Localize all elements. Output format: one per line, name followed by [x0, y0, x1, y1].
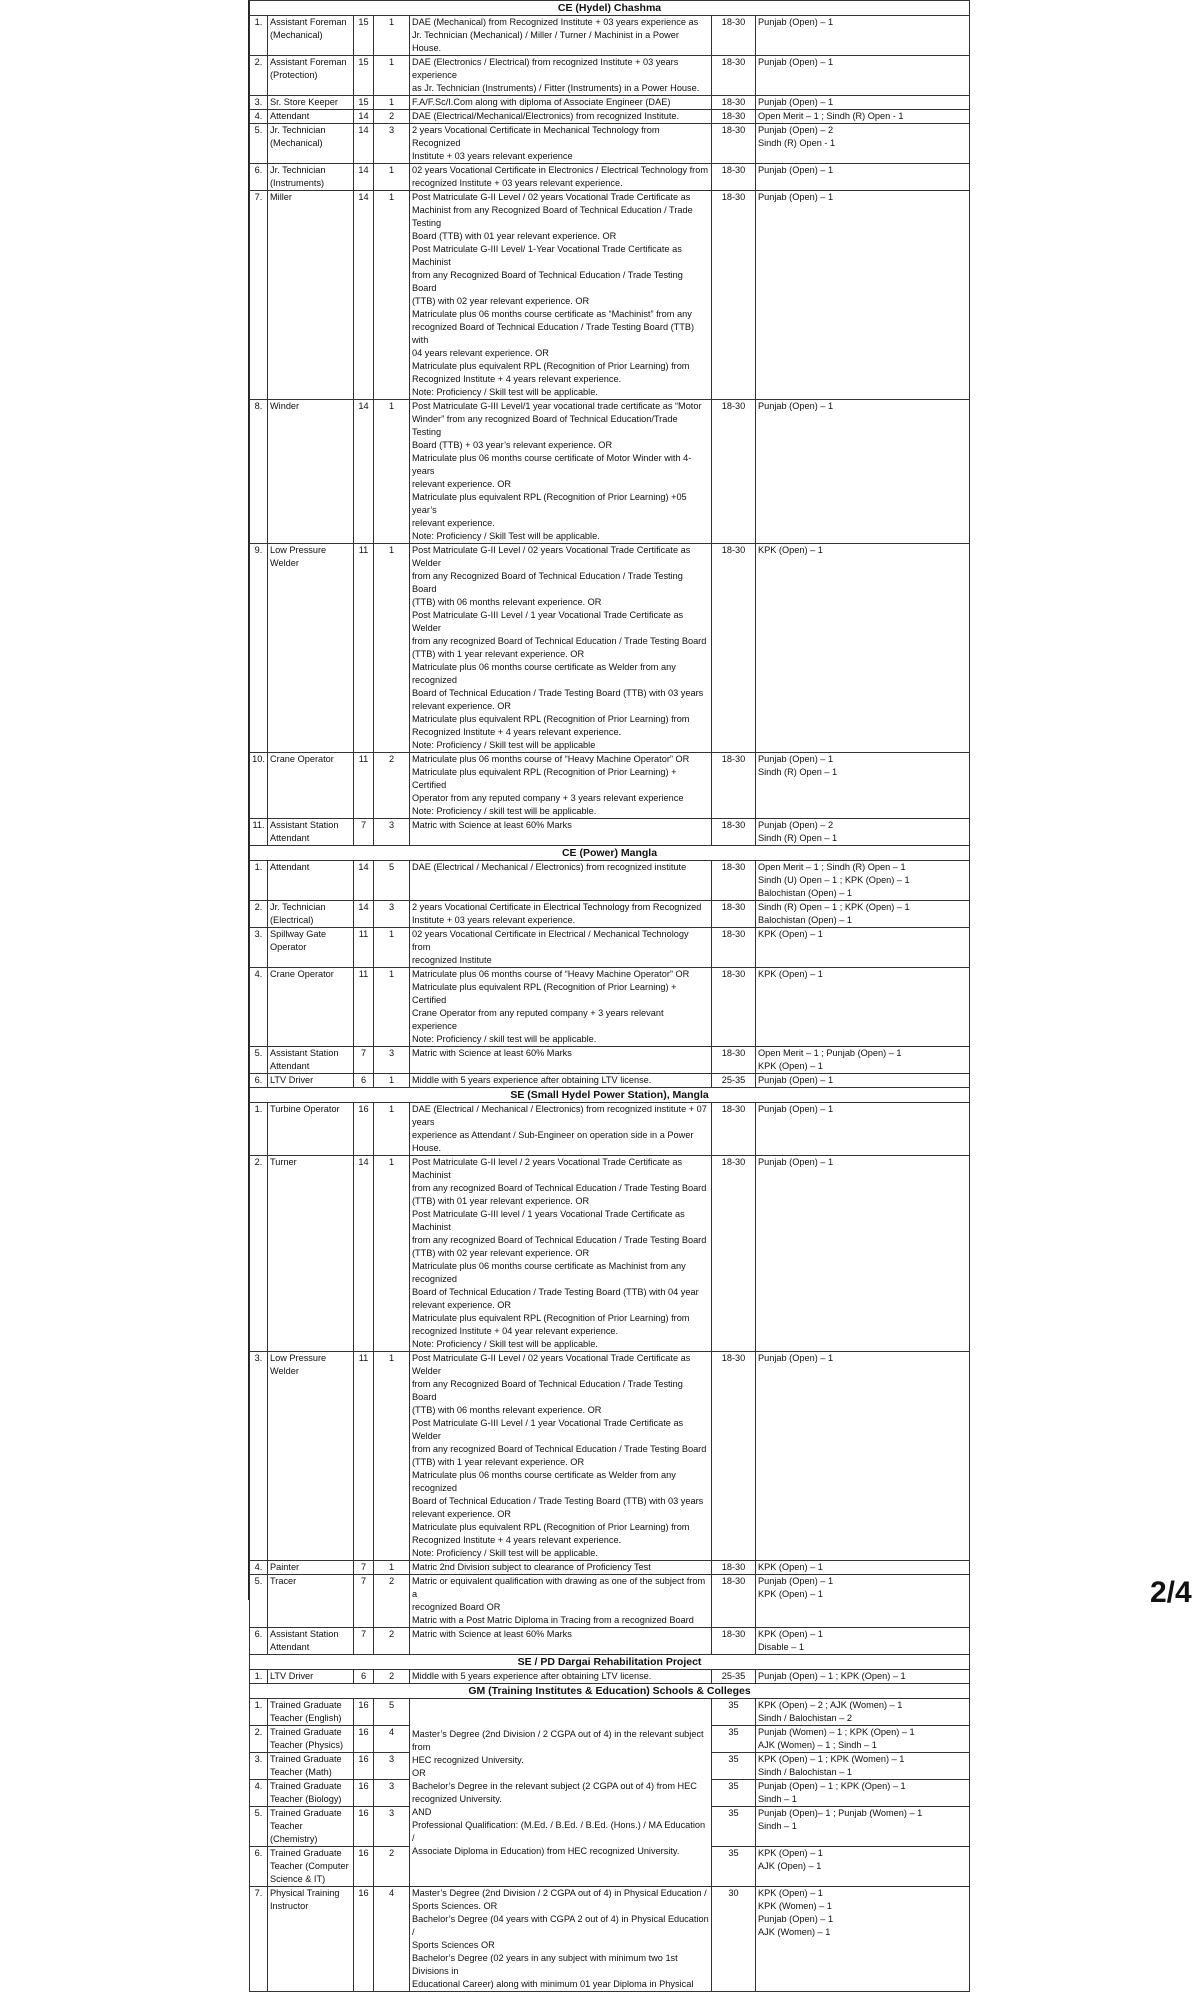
qualification: Master’s Degree (2nd Division / 2 CGPA out of 4) in Physical Education / Sports Sciences. OR Bachelor’s Degree (04 years with CGPA 2 out of 4) in Physical Education / Sports Sciences OR Bachelor’s Degree (02 years in any subject with minimum two 1st Divisions in Educational Career) along with minimum 01 year Diploma in Physical — [410, 1887, 712, 1992]
post-name: Jr. Technician (Instruments) — [268, 164, 354, 191]
bps-scale: 7 — [354, 1561, 374, 1575]
number-of-posts: 1 — [374, 1561, 410, 1575]
number-of-posts: 2 — [374, 1628, 410, 1655]
bps-scale: 16 — [354, 1847, 374, 1887]
quota: Sindh (R) Open – 1 ; KPK (Open) – 1 Balochistan (Open) – 1 — [756, 901, 970, 928]
section-title: CE (Power) Mangla — [250, 846, 970, 861]
quota: Punjab (Open) – 1 — [756, 191, 970, 400]
bps-scale: 14 — [354, 110, 374, 124]
age-limit: 35 — [712, 1726, 756, 1753]
quota: Punjab (Open) – 1 Sindh (R) Open – 1 — [756, 753, 970, 819]
serial-number: 4. — [250, 1561, 268, 1575]
number-of-posts: 1 — [374, 1352, 410, 1561]
bps-scale: 15 — [354, 96, 374, 110]
table-row — [250, 544, 970, 753]
number-of-posts: 1 — [374, 191, 410, 400]
post-name: Trained Graduate Teacher (Chemistry) — [268, 1807, 354, 1847]
bps-scale: 16 — [354, 1887, 374, 1992]
bps-scale: 14 — [354, 901, 374, 928]
table-row — [250, 56, 970, 96]
section-title: SE (Small Hydel Power Station), Mangla — [250, 1088, 970, 1103]
post-name: Turbine Operator — [268, 1103, 354, 1156]
bps-scale: 16 — [354, 1726, 374, 1753]
quota: KPK (Open) – 1 ; KPK (Women) – 1 Sindh / Balochistan – 1 — [756, 1753, 970, 1780]
qualification: Matriculate plus 06 months course of “Heavy Machine Operator” OR Matriculate plus equivalent RPL (Recognition of Prior Learning) + Certified Crane Operator from any reputed company + 3 years relevant experience Note: Proficiency / skill test will be applicable. — [410, 968, 712, 1047]
age-limit: 18-30 — [712, 819, 756, 846]
quota: Punjab (Open) – 1 — [756, 400, 970, 544]
quota: Open Merit – 1 ; Sindh (R) Open – 1 Sindh (U) Open – 1 ; KPK (Open) – 1 Balochistan (Open) – 1 — [756, 861, 970, 901]
quota: Punjab (Open) – 1 ; KPK (Open) – 1 — [756, 1670, 970, 1684]
serial-number: 5. — [250, 1807, 268, 1847]
bps-scale: 14 — [354, 191, 374, 400]
age-limit: 18-30 — [712, 96, 756, 110]
table-row — [250, 1575, 970, 1628]
number-of-posts: 3 — [374, 124, 410, 164]
serial-number: 7. — [250, 191, 268, 400]
quota: KPK (Open) – 1 — [756, 1561, 970, 1575]
table-row — [250, 96, 970, 110]
quota: KPK (Open) – 1 — [756, 928, 970, 968]
age-limit: 18-30 — [712, 1103, 756, 1156]
post-name: Jr. Technician (Electrical) — [268, 901, 354, 928]
bps-scale: 11 — [354, 968, 374, 1047]
quota: KPK (Open) – 2 ; AJK (Women) – 1 Sindh / Balochistan – 2 — [756, 1699, 970, 1726]
qualification: DAE (Electrical / Mechanical / Electronics) from recognized institute + 07 years experience as Attendant / Sub-Engineer on operation side in a Power House. — [410, 1103, 712, 1156]
table-row — [250, 968, 970, 1047]
post-name: Assistant Station Attendant — [268, 819, 354, 846]
post-name: Trained Graduate Teacher (Biology) — [268, 1780, 354, 1807]
number-of-posts: 2 — [374, 110, 410, 124]
bps-scale: 7 — [354, 1628, 374, 1655]
number-of-posts: 3 — [374, 1753, 410, 1780]
serial-number: 1. — [250, 1103, 268, 1156]
serial-number: 3. — [250, 1753, 268, 1780]
number-of-posts: 1 — [374, 928, 410, 968]
post-name: Trained Graduate Teacher (English) — [268, 1699, 354, 1726]
age-limit: 18-30 — [712, 1047, 756, 1074]
qualification: DAE (Mechanical) from Recognized Institute + 03 years experience as Jr. Technician (Mechanical) / Miller / Turner / Machinist in a Power House. — [410, 16, 712, 56]
quota: KPK (Open) – 1 AJK (Open) – 1 — [756, 1847, 970, 1887]
bps-scale: 15 — [354, 56, 374, 96]
qualification: Matric with Science at least 60% Marks — [410, 819, 712, 846]
table-row — [250, 819, 970, 846]
table-row — [250, 1628, 970, 1655]
age-limit: 18-30 — [712, 400, 756, 544]
jobs-table — [249, 0, 970, 1992]
age-limit: 30 — [712, 1887, 756, 1992]
number-of-posts: 1 — [374, 1103, 410, 1156]
age-limit: 35 — [712, 1780, 756, 1807]
post-name: Trained Graduate Teacher (Computer Science & IT) — [268, 1847, 354, 1887]
serial-number: 2. — [250, 901, 268, 928]
post-name: Attendant — [268, 861, 354, 901]
serial-number: 2. — [250, 1156, 268, 1352]
number-of-posts: 1 — [374, 400, 410, 544]
qualification: Post Matriculate G-II Level / 02 years Vocational Trade Certificate as Welder from any Recognized Board of Technical Education / Trade Testing Board (TTB) with 06 months relevant experience. OR Post Matriculate G-III Level / 1 year Vocational Trade Certificate as Welder from any recognized Board of Technical Education / Trade Testing Board (TTB) with 1 year relevant experience. OR Matriculate plus 06 months course certificate as Welder from any recognized Board of Technical Education / Trade Testing Board (TTB) with 03 years relevant experience. OR Matriculate plus equivalent RPL (Recognition of Prior Learning) from Recognized Institute + 4 years relevant experience. Note: Proficiency / Skill test will be applicable. — [410, 1352, 712, 1561]
bps-scale: 16 — [354, 1103, 374, 1156]
quota: Punjab (Open)– 1 ; Punjab (Women) – 1 Sindh – 1 — [756, 1807, 970, 1847]
quota: Punjab (Open) – 1 — [756, 16, 970, 56]
bps-scale: 7 — [354, 1047, 374, 1074]
age-limit: 18-30 — [712, 1352, 756, 1561]
qualification: 2 years Vocational Certificate in Mechanical Technology from Recognized Institute + 03 years relevant experience — [410, 124, 712, 164]
quota: Punjab (Open) – 1 — [756, 96, 970, 110]
section-header-row — [250, 846, 970, 861]
age-limit: 18-30 — [712, 1575, 756, 1628]
bps-scale: 7 — [354, 1575, 374, 1628]
post-name: Attendant — [268, 110, 354, 124]
age-limit: 18-30 — [712, 124, 756, 164]
post-name: Assistant Station Attendant — [268, 1047, 354, 1074]
age-limit: 18-30 — [712, 1561, 756, 1575]
age-limit: 18-30 — [712, 928, 756, 968]
bps-scale: 16 — [354, 1753, 374, 1780]
section-header-row — [250, 1088, 970, 1103]
table-row — [250, 861, 970, 901]
post-name: Turner — [268, 1156, 354, 1352]
table-row — [250, 1352, 970, 1561]
number-of-posts: 3 — [374, 1047, 410, 1074]
age-limit: 18-30 — [712, 191, 756, 400]
quota: Punjab (Open) – 1 — [756, 1074, 970, 1088]
post-name: Spillway Gate Operator — [268, 928, 354, 968]
serial-number: 6. — [250, 1847, 268, 1887]
serial-number: 10. — [250, 753, 268, 819]
qualification: DAE (Electronics / Electrical) from recognized Institute + 03 years experience as Jr. Technician (Instruments) / Fitter (Instruments) in a Power House. — [410, 56, 712, 96]
page-number: 2/4 — [1150, 1576, 1192, 1609]
post-name: Physical Training Instructor — [268, 1887, 354, 1992]
age-limit: 18-30 — [712, 544, 756, 753]
age-limit: 18-30 — [712, 901, 756, 928]
age-limit: 18-30 — [712, 968, 756, 1047]
table-row — [250, 191, 970, 400]
table-row — [250, 1074, 970, 1088]
table-row — [250, 400, 970, 544]
number-of-posts: 4 — [374, 1887, 410, 1992]
number-of-posts: 1 — [374, 1156, 410, 1352]
serial-number: 8. — [250, 400, 268, 544]
table-row — [250, 928, 970, 968]
table-row — [250, 753, 970, 819]
post-name: Assistant Station Attendant — [268, 1628, 354, 1655]
age-limit: 18-30 — [712, 1628, 756, 1655]
qualification: Middle with 5 years experience after obtaining LTV license. — [410, 1670, 712, 1684]
number-of-posts: 1 — [374, 968, 410, 1047]
table-row — [250, 164, 970, 191]
qualification: Matric or equivalent qualification with drawing as one of the subject from a recognized Board OR Matric with a Post Matric Diploma in Tracing from a recognized Board — [410, 1575, 712, 1628]
bps-scale: 6 — [354, 1670, 374, 1684]
serial-number: 6. — [250, 164, 268, 191]
section-title: GM (Training Institutes & Education) Schools & Colleges — [250, 1684, 970, 1699]
advertisement-page — [248, 0, 970, 1989]
section-header-row — [250, 1, 970, 16]
quota: KPK (Open) – 1 Disable – 1 — [756, 1628, 970, 1655]
number-of-posts: 3 — [374, 819, 410, 846]
bps-scale: 14 — [354, 124, 374, 164]
age-limit: 18-30 — [712, 56, 756, 96]
qualification: F.A/F.Sc/I.Com along with diploma of Associate Engineer (DAE) — [410, 96, 712, 110]
bps-scale: 11 — [354, 544, 374, 753]
table-row — [250, 1103, 970, 1156]
quota: Punjab (Open) – 1 KPK (Open) – 1 — [756, 1575, 970, 1628]
age-limit: 18-30 — [712, 861, 756, 901]
age-limit: 25-35 — [712, 1670, 756, 1684]
serial-number: 1. — [250, 1670, 268, 1684]
bps-scale: 11 — [354, 1352, 374, 1561]
serial-number: 2. — [250, 1726, 268, 1753]
number-of-posts: 3 — [374, 1780, 410, 1807]
number-of-posts: 4 — [374, 1726, 410, 1753]
table-row — [250, 1699, 970, 1726]
post-name: Crane Operator — [268, 753, 354, 819]
table-row — [250, 1561, 970, 1575]
age-limit: 18-30 — [712, 753, 756, 819]
serial-number: 6. — [250, 1074, 268, 1088]
quota: Punjab (Open) – 2 Sindh (R) Open - 1 — [756, 124, 970, 164]
serial-number: 5. — [250, 1575, 268, 1628]
quota: Open Merit – 1 ; Sindh (R) Open - 1 — [756, 110, 970, 124]
qualification: 02 years Vocational Certificate in Electronics / Electrical Technology from recognized Institute + 03 years relevant experience. — [410, 164, 712, 191]
qualification: Post Matriculate G-III Level/1 year vocational trade certificate as “Motor Winder” from any recognized Board of Technical Education/Trade Testing Board (TTB) + 03 year’s relevant experience. OR Matriculate plus 06 months course certificate of Motor Winder with 4-years relevant experience. OR Matriculate plus equivalent RPL (Recognition of Prior Learning) +05 year’s relevant experience. Note: Proficiency / Skill Test will be applicable. — [410, 400, 712, 544]
quota: Punjab (Open) – 1 — [756, 1352, 970, 1561]
section-title: SE / PD Dargai Rehabilitation Project — [250, 1655, 970, 1670]
quota: KPK (Open) – 1 KPK (Women) – 1 Punjab (Open) – 1 AJK (Women) – 1 — [756, 1887, 970, 1992]
serial-number: 6. — [250, 1628, 268, 1655]
age-limit: 18-30 — [712, 1156, 756, 1352]
post-name: Low Pressure Welder — [268, 544, 354, 753]
age-limit: 35 — [712, 1753, 756, 1780]
serial-number: 9. — [250, 544, 268, 753]
quota: Punjab (Open) – 1 — [756, 56, 970, 96]
age-limit: 35 — [712, 1807, 756, 1847]
bps-scale: 16 — [354, 1780, 374, 1807]
number-of-posts: 1 — [374, 96, 410, 110]
bps-scale: 14 — [354, 164, 374, 191]
post-name: Jr. Technician (Mechanical) — [268, 124, 354, 164]
number-of-posts: 3 — [374, 1807, 410, 1847]
age-limit: 18-30 — [712, 164, 756, 191]
shared-qualification: Master’s Degree (2nd Division / 2 CGPA out of 4) in the relevant subject from HEC recognized University. OR Bachelor’s Degree in the relevant subject (2 CGPA out of 4) from HEC recognized University. AND Professional Qualification: (M.Ed. / B.Ed. / B.Ed. (Hons.) / MA Education / Associate Diploma in Education) from HEC recognized University. — [410, 1699, 712, 1887]
section-header-row — [250, 1655, 970, 1670]
table-row — [250, 16, 970, 56]
post-name: Painter — [268, 1561, 354, 1575]
table-row — [250, 1156, 970, 1352]
quota: Punjab (Open) – 1 — [756, 164, 970, 191]
qualification: Post Matriculate G-II Level / 02 years Vocational Trade Certificate as Welder from any Recognized Board of Technical Education / Trade Testing Board (TTB) with 06 months relevant experience. OR Post Matriculate G-III Level / 1 year Vocational Trade Certificate as Welder from any recognized Board of Technical Education / Trade Testing Board (TTB) with 1 year relevant experience. OR Matriculate plus 06 months course certificate as Welder from any recognized Board of Technical Education / Trade Testing Board (TTB) with 03 years relevant experience. OR Matriculate plus equivalent RPL (Recognition of Prior Learning) from Recognized Institute + 4 years relevant experience. Note: Proficiency / Skill test will be applicable — [410, 544, 712, 753]
serial-number: 3. — [250, 1352, 268, 1561]
bps-scale: 11 — [354, 928, 374, 968]
quota: KPK (Open) – 1 — [756, 544, 970, 753]
post-name: Sr. Store Keeper — [268, 96, 354, 110]
table-row — [250, 110, 970, 124]
post-name: Winder — [268, 400, 354, 544]
quota: Punjab (Women) – 1 ; KPK (Open) – 1 AJK (Women) – 1 ; Sindh – 1 — [756, 1726, 970, 1753]
number-of-posts: 1 — [374, 56, 410, 96]
bps-scale: 14 — [354, 861, 374, 901]
table-row — [250, 1670, 970, 1684]
qualification: DAE (Electrical / Mechanical / Electronics) from recognized institute — [410, 861, 712, 901]
age-limit: 35 — [712, 1847, 756, 1887]
post-name: Assistant Foreman (Protection) — [268, 56, 354, 96]
section-header-row — [250, 1684, 970, 1699]
post-name: Low Pressure Welder — [268, 1352, 354, 1561]
qualification: Matric with Science at least 60% Marks — [410, 1628, 712, 1655]
serial-number: 5. — [250, 124, 268, 164]
qualification: Matric 2nd Division subject to clearance of Proficiency Test — [410, 1561, 712, 1575]
serial-number: 4. — [250, 1780, 268, 1807]
serial-number: 1. — [250, 1699, 268, 1726]
serial-number: 5. — [250, 1047, 268, 1074]
bps-scale: 7 — [354, 819, 374, 846]
quota: Punjab (Open) – 1 — [756, 1156, 970, 1352]
table-row — [250, 901, 970, 928]
bps-scale: 15 — [354, 16, 374, 56]
section-title: CE (Hydel) Chashma — [250, 1, 970, 16]
serial-number: 4. — [250, 968, 268, 1047]
post-name: Tracer — [268, 1575, 354, 1628]
quota: KPK (Open) – 1 — [756, 968, 970, 1047]
post-name: Trained Graduate Teacher (Math) — [268, 1753, 354, 1780]
post-name: LTV Driver — [268, 1074, 354, 1088]
number-of-posts: 1 — [374, 164, 410, 191]
bps-scale: 14 — [354, 400, 374, 544]
number-of-posts: 1 — [374, 1074, 410, 1088]
serial-number: 7. — [250, 1887, 268, 1992]
table-row — [250, 1047, 970, 1074]
post-name: Assistant Foreman (Mechanical) — [268, 16, 354, 56]
table-row — [250, 124, 970, 164]
number-of-posts: 5 — [374, 1699, 410, 1726]
qualification: Matriculate plus 06 months course of “Heavy Machine Operator” OR Matriculate plus equivalent RPL (Recognition of Prior Learning) + Certified Operator from any reputed company + 3 years relevant experience Note: Proficiency / skill test will be applicable. — [410, 753, 712, 819]
post-name: Crane Operator — [268, 968, 354, 1047]
serial-number: 1. — [250, 861, 268, 901]
bps-scale: 11 — [354, 753, 374, 819]
qualification: Post Matriculate G-II Level / 02 years Vocational Trade Certificate as Machinist from any Recognized Board of Technical Education / Trade Testing Board (TTB) with 01 year relevant experience. OR Post Matriculate G-III Level/ 1-Year Vocational Trade Certificate as Machinist from any Recognized Board of Technical Education / Trade Testing Board (TTB) with 02 year relevant experience. OR Matriculate plus 06 months course certificate as “Machinist” from any recognized Board of Technical Education / Trade Testing Board (TTB) with 04 years relevant experience. OR Matriculate plus equivalent RPL (Recognition of Prior Learning) from Recognized Institute + 4 years relevant experience. Note: Proficiency / Skill test will be applicable. — [410, 191, 712, 400]
quota: Punjab (Open) – 1 ; KPK (Open) – 1 Sindh – 1 — [756, 1780, 970, 1807]
serial-number: 1. — [250, 16, 268, 56]
quota: Open Merit – 1 ; Punjab (Open) – 1 KPK (Open) – 1 — [756, 1047, 970, 1074]
qualification: Matric with Science at least 60% Marks — [410, 1047, 712, 1074]
serial-number: 3. — [250, 928, 268, 968]
bps-scale: 16 — [354, 1807, 374, 1847]
serial-number: 4. — [250, 110, 268, 124]
number-of-posts: 5 — [374, 861, 410, 901]
number-of-posts: 2 — [374, 1847, 410, 1887]
age-limit: 18-30 — [712, 16, 756, 56]
quota: Punjab (Open) – 2 Sindh (R) Open – 1 — [756, 819, 970, 846]
number-of-posts: 1 — [374, 544, 410, 753]
post-name: LTV Driver — [268, 1670, 354, 1684]
post-name: Miller — [268, 191, 354, 400]
qualification: 02 years Vocational Certificate in Electrical / Mechanical Technology from recognized Institute — [410, 928, 712, 968]
number-of-posts: 3 — [374, 901, 410, 928]
qualification: Post Matriculate G-II level / 2 years Vocational Trade Certificate as Machinist from any recognized Board of Technical Education / Trade Testing Board (TTB) with 01 year relevant experience. OR Post Matriculate G-III level / 1 years Vocational Trade Certificate as Machinist from any recognized Board of Technical Education / Trade Testing Board (TTB) with 02 year relevant experience. OR Matriculate plus 06 months course certificate as Machinist from any recognized Board of Technical Education / Trade Testing Board (TTB) with 04 year relevant experience. OR Matriculate plus equivalent RPL (Recognition of Prior Learning) from recognized Institute + 04 year relevant experience. Note: Proficiency / Skill test will be applicable. — [410, 1156, 712, 1352]
serial-number: 2. — [250, 56, 268, 96]
bps-scale: 6 — [354, 1074, 374, 1088]
qualification: 2 years Vocational Certificate in Electrical Technology from Recognized Institute + 03 years relevant experience. — [410, 901, 712, 928]
post-name: Trained Graduate Teacher (Physics) — [268, 1726, 354, 1753]
table-row — [250, 1887, 970, 1992]
number-of-posts: 1 — [374, 16, 410, 56]
bps-scale: 14 — [354, 1156, 374, 1352]
age-limit: 25-35 — [712, 1074, 756, 1088]
number-of-posts: 2 — [374, 1670, 410, 1684]
number-of-posts: 2 — [374, 753, 410, 819]
age-limit: 18-30 — [712, 110, 756, 124]
quota: Punjab (Open) – 1 — [756, 1103, 970, 1156]
age-limit: 35 — [712, 1699, 756, 1726]
qualification: Middle with 5 years experience after obtaining LTV license. — [410, 1074, 712, 1088]
number-of-posts: 2 — [374, 1575, 410, 1628]
serial-number: 11. — [250, 819, 268, 846]
bps-scale: 16 — [354, 1699, 374, 1726]
qualification: DAE (Electrical/Mechanical/Electronics) from recognized Institute. — [410, 110, 712, 124]
serial-number: 3. — [250, 96, 268, 110]
